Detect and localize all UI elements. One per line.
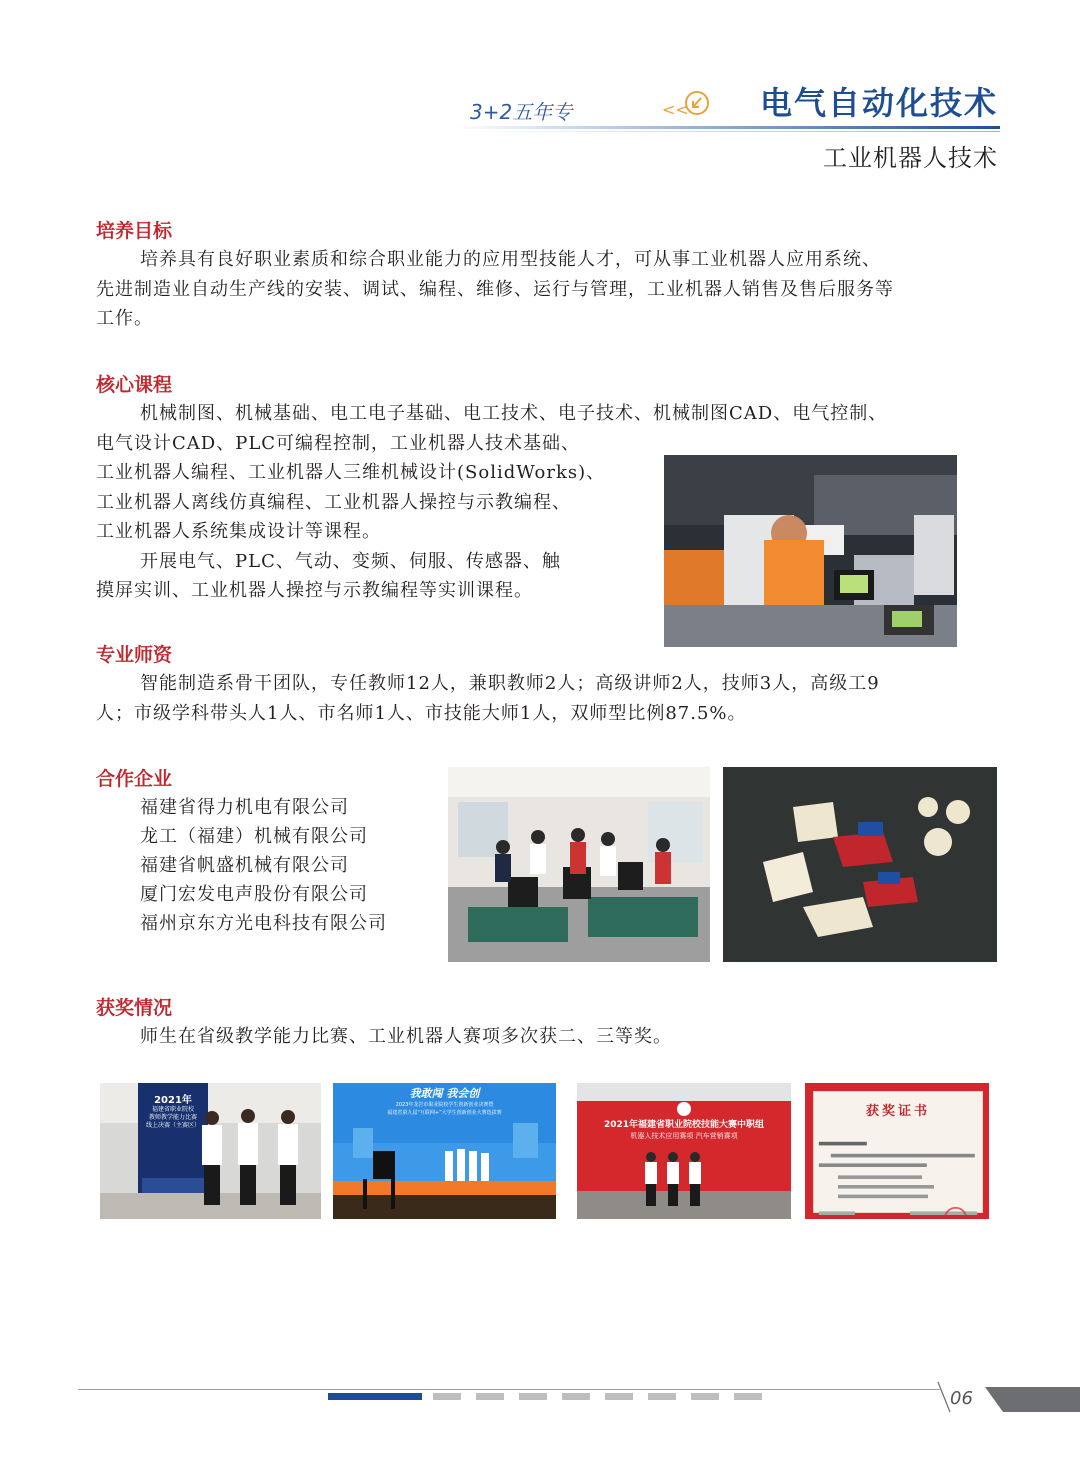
training-goal-text bbox=[96, 245, 1006, 334]
paragraph-line: 摸屏实训、工业机器人操控与示教编程等实训课程。 bbox=[96, 580, 533, 601]
contest-line: 机器人技术应用赛项 汽车营销赛项 bbox=[630, 1132, 738, 1140]
teachers-award-photo bbox=[100, 1083, 321, 1219]
paragraph-line: 工业机器人编程、工业机器人三维机械设计(SolidWorks)、 bbox=[96, 462, 606, 483]
double-chevron-icon: << bbox=[662, 100, 689, 119]
paragraph-line: 工业机器人系统集成设计等课程。 bbox=[96, 521, 381, 542]
footer-dash bbox=[562, 1393, 590, 1400]
certificate-text-lines bbox=[814, 1125, 982, 1219]
skills-contest-photo bbox=[577, 1083, 791, 1219]
certificate-title: 获奖证书 bbox=[865, 1104, 930, 1119]
major-title: 工业机器人技术 bbox=[823, 144, 998, 172]
paragraph-line: 工作。 bbox=[96, 308, 153, 329]
list-item: 福建省帆盛机械有限公司 bbox=[140, 855, 349, 876]
certificate-paper bbox=[813, 1091, 983, 1213]
core-courses-heading: 核心课程 bbox=[96, 374, 173, 396]
classroom-photo bbox=[448, 767, 710, 962]
awards-heading: 获奖情况 bbox=[96, 997, 173, 1019]
stage-line: 福建省第九届“互联网+”大学生创新创业大赛选拔赛 bbox=[387, 1110, 502, 1116]
footer-dash bbox=[691, 1393, 719, 1400]
contest-text bbox=[577, 1119, 791, 1141]
footer-dash bbox=[648, 1393, 676, 1400]
paragraph-line: 智能制造系骨干团队，专任教师12人，兼职教师2人；高级讲师2人，技师3人，高级工9 bbox=[140, 673, 880, 694]
list-item: 厦门宏发电声股份有限公司 bbox=[140, 884, 368, 905]
banner-line: 教师教学能力比赛 bbox=[148, 1114, 197, 1121]
paragraph-line: 电气设计CAD、PLC可编程控制，工业机器人技术基础、 bbox=[96, 432, 581, 454]
footer-corner-shape bbox=[985, 1387, 1003, 1412]
paragraph-line: 人；市级学科带头人1人、市名师1人、市技能大师1人，双师型比例87.5%。 bbox=[96, 702, 747, 724]
stage-line: 2023年龙岩市职业院校学生创新创业决赛暨 bbox=[395, 1102, 494, 1108]
paragraph-line: 工业机器人离线仿真编程、工业机器人操控与示教编程、 bbox=[96, 491, 571, 513]
contest-line: 2021年福建省职业院校技能大赛中职组 bbox=[603, 1120, 765, 1130]
footer-dash bbox=[605, 1393, 633, 1400]
faculty-text bbox=[96, 669, 1006, 728]
footer-accent-bar bbox=[328, 1393, 422, 1400]
header-divider-thin bbox=[455, 131, 1000, 132]
banner-line: 线上决赛（主赛区） bbox=[145, 1122, 200, 1129]
stage-text bbox=[333, 1085, 556, 1117]
department-title: 电气自动化技术 bbox=[759, 84, 998, 122]
list-item: 福州京东方光电科技有限公司 bbox=[140, 913, 387, 934]
footer-dash bbox=[476, 1393, 504, 1400]
arrow-circle-icon bbox=[684, 90, 710, 116]
training-goal-heading: 培养目标 bbox=[96, 220, 173, 242]
footer-divider bbox=[78, 1389, 940, 1390]
3d-printed-models-photo bbox=[723, 767, 997, 962]
awards-text bbox=[96, 1022, 1006, 1052]
company-list bbox=[140, 793, 387, 938]
footer-dash bbox=[734, 1393, 762, 1400]
banner-line: 福建省职业院校 bbox=[151, 1106, 194, 1113]
header-divider bbox=[455, 126, 1000, 129]
partners-heading: 合作企业 bbox=[96, 768, 173, 790]
paragraph-line: 机械制图、机械基础、电工电子基础、电工技术、电子技术、机械制图CAD、电气控制、 bbox=[140, 403, 888, 424]
footer-dash bbox=[519, 1393, 547, 1400]
footer-dash bbox=[433, 1393, 461, 1400]
page-number: 06 bbox=[950, 1388, 973, 1409]
paragraph-line: 师生在省级教学能力比赛、工业机器人赛项多次获二、三等奖。 bbox=[140, 1026, 672, 1047]
program-label: 3+2五年专 bbox=[470, 100, 573, 124]
list-item: 福建省得力机电有限公司 bbox=[140, 797, 349, 818]
paragraph-line: 开展电气、PLC、气动、变频、伺服、传感器、触 bbox=[140, 550, 561, 572]
faculty-heading: 专业师资 bbox=[96, 644, 173, 666]
paragraph-line: 先进制造业自动生产线的安装、调试、编程、维修、运行与管理，工业机器人销售及售后服务等 bbox=[96, 278, 894, 300]
paragraph-line: 培养具有良好职业素质和综合职业能力的应用型技能人才，可从事工业机器人应用系统、 bbox=[140, 249, 881, 270]
stage-slogan: 我敢闯 我会创 bbox=[409, 1087, 480, 1100]
robot-lab-photo bbox=[664, 455, 957, 647]
banner-year: 2021年 bbox=[154, 1095, 192, 1106]
banner-text bbox=[138, 1091, 208, 1130]
list-item: 龙工（福建）机械有限公司 bbox=[140, 826, 368, 847]
award-certificate-photo bbox=[805, 1083, 989, 1219]
stage-event-photo bbox=[333, 1083, 556, 1219]
footer-corner-fill bbox=[1003, 1387, 1080, 1412]
